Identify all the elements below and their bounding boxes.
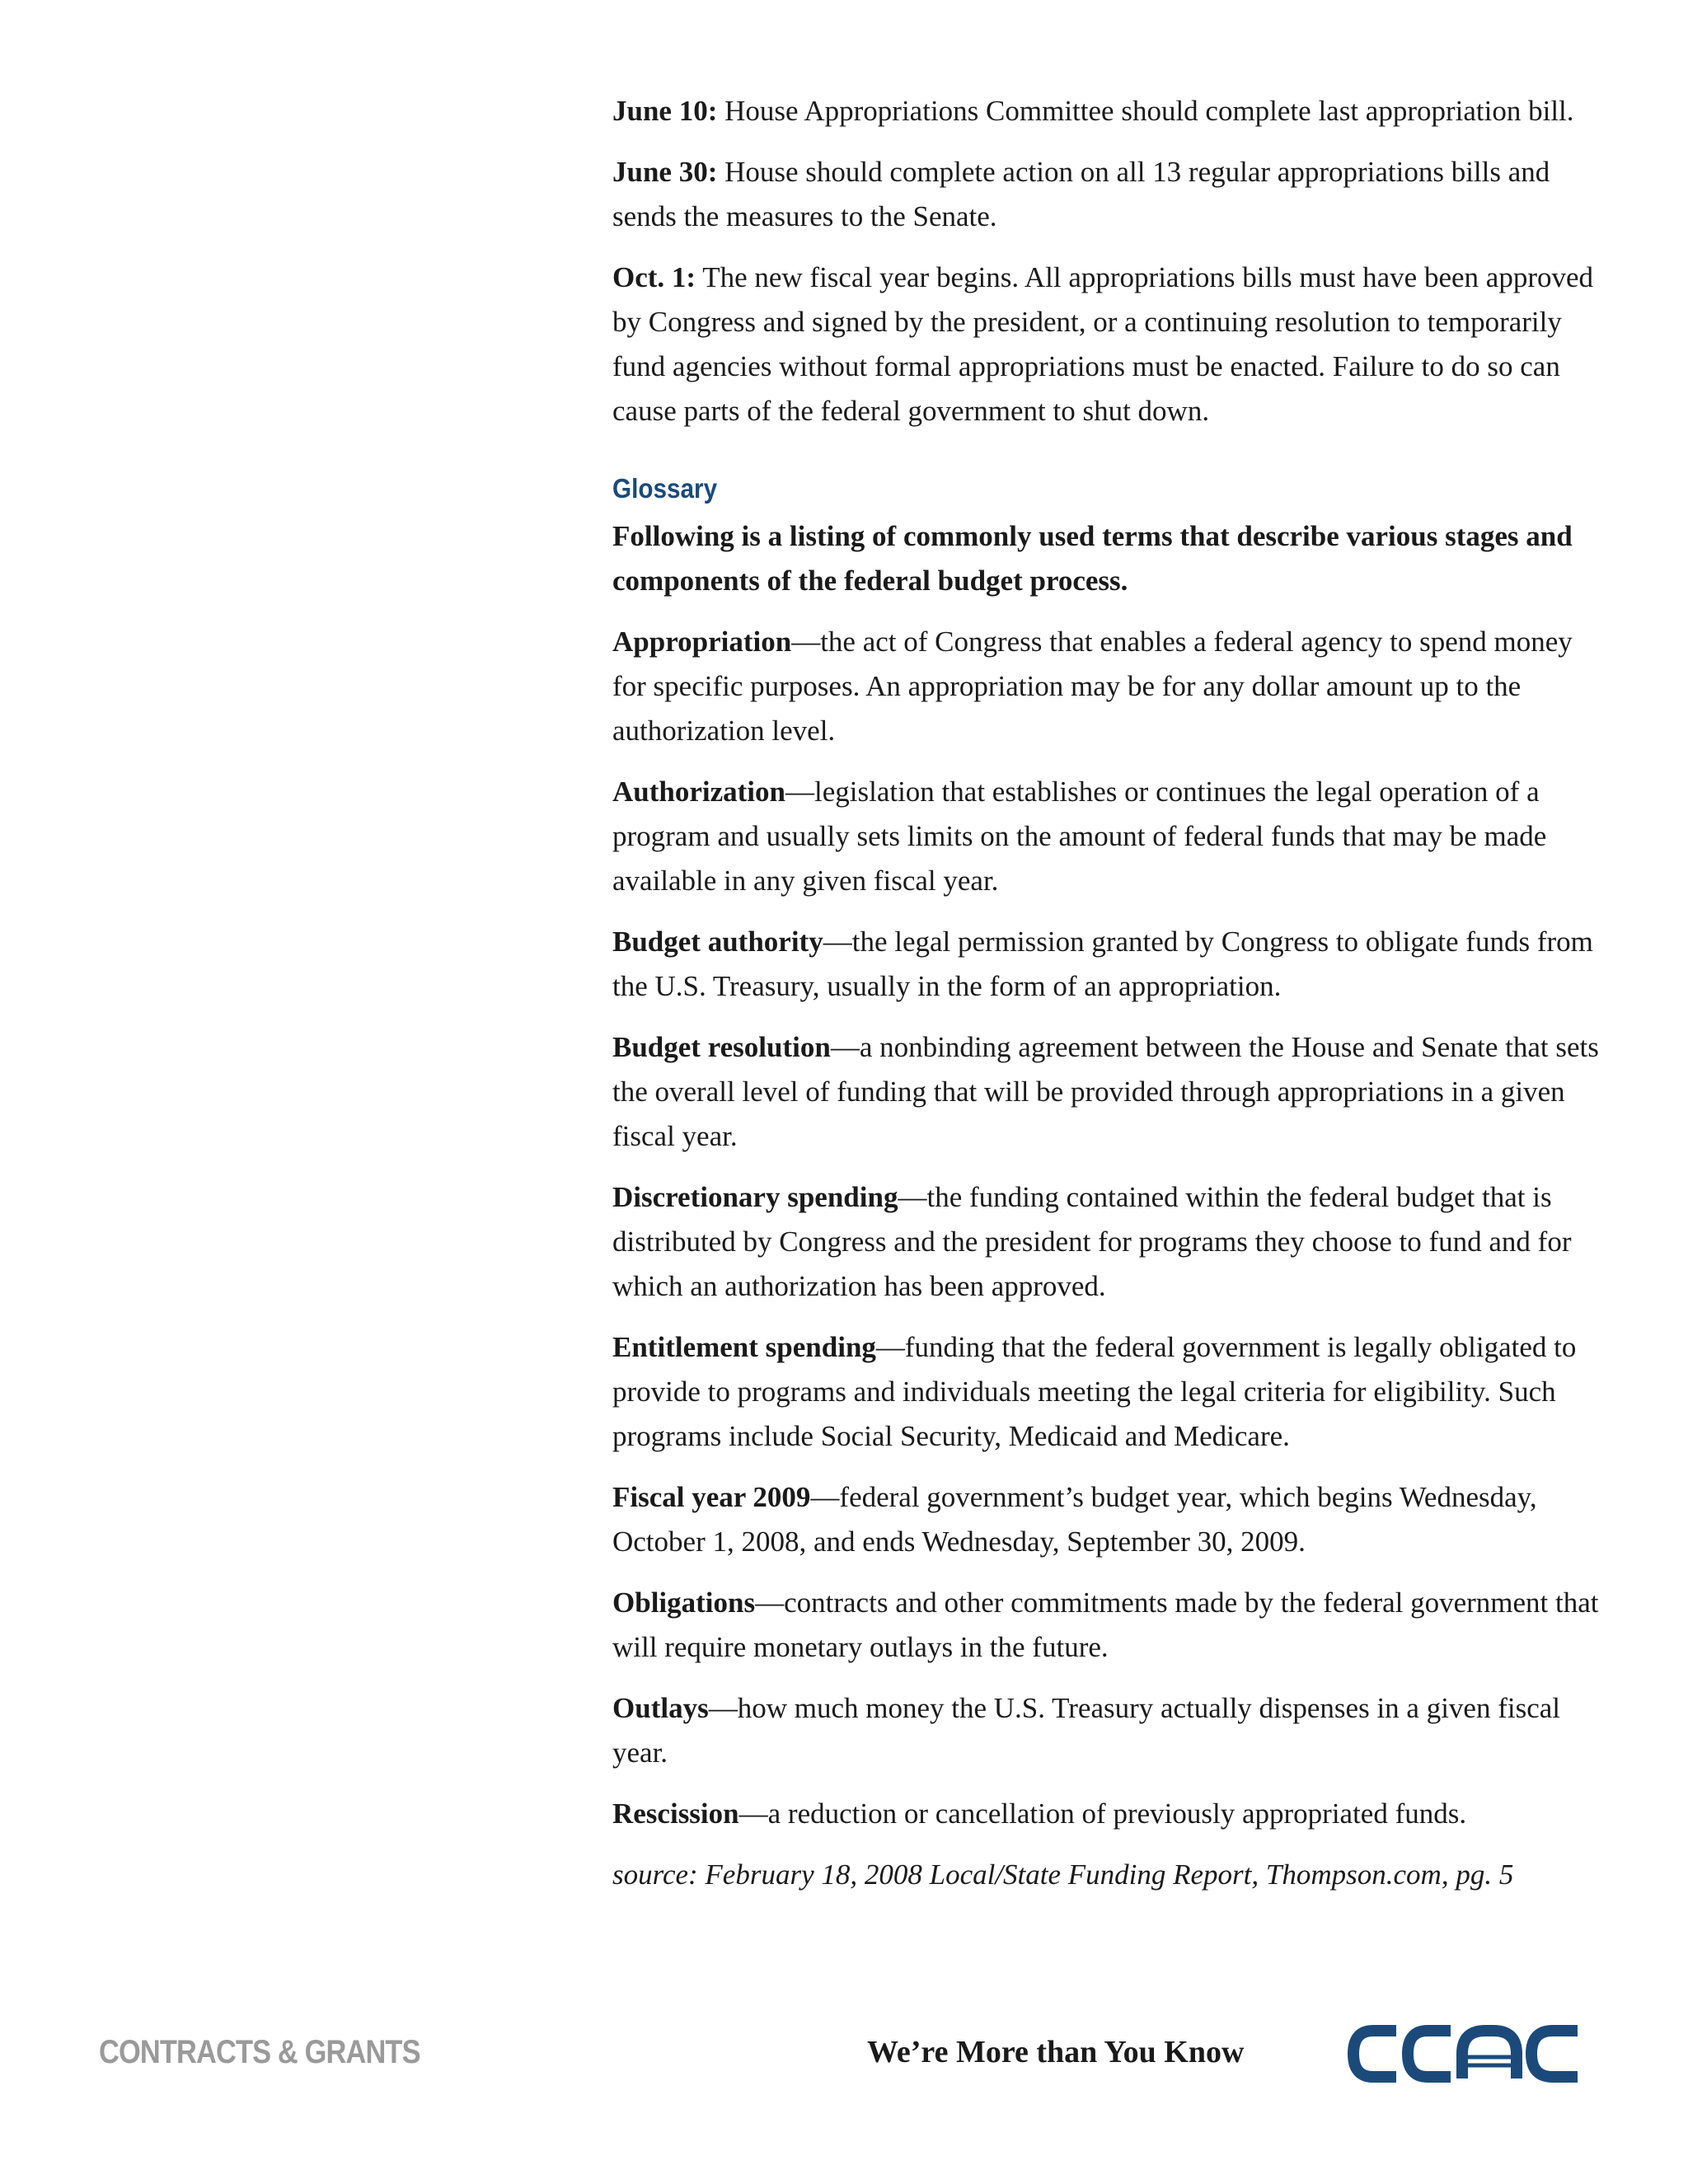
- timeline-item: [612, 89, 1601, 134]
- glossary-definition: —the funding contained within the federal budget that is distributed by Congress and the president for programs they choose to fund and for which an authorization has been approved.: [612, 1181, 1572, 1302]
- timeline-date: June 30:: [612, 156, 718, 188]
- glossary-entry: [612, 920, 1601, 1009]
- glossary-definition: —the act of Congress that enables a federal agency to spend money for specific purposes. An appropriation may be for any dollar amount up to the authorization level.: [612, 626, 1573, 747]
- glossary-entry: [612, 1325, 1601, 1459]
- glossary-term: Outlays: [612, 1692, 709, 1724]
- glossary-term: Obligations: [612, 1586, 756, 1619]
- glossary-entry: [612, 1475, 1601, 1564]
- glossary-intro: Following is a listing of commonly used terms that describe various stages and components of the federal budget process.: [612, 520, 1573, 597]
- timeline-text: House Appropriations Committee should complete last appropriation bill.: [717, 95, 1574, 127]
- main-content: [612, 89, 1601, 1897]
- glossary-definition: —a nonbinding agreement between the House and Senate that sets the overall level of funding that will be provided through appropriations in a given fiscal year.: [612, 1031, 1599, 1152]
- glossary-term: Fiscal year 2009: [612, 1481, 811, 1513]
- glossary-definition: —legislation that establishes or continues the legal operation of a program and usually sets limits on the amount of federal funds that may be made available in any given fiscal year.: [612, 776, 1547, 897]
- glossary-entry: [612, 1686, 1601, 1775]
- timeline-date: June 10:: [612, 95, 718, 127]
- glossary-entry: [612, 770, 1601, 903]
- footer-tagline: We’re More than You Know: [867, 2035, 1245, 2069]
- glossary-entry: [612, 1581, 1601, 1670]
- source-citation: source: February 18, 2008 Local/State Funding Report, Thompson.com, pg. 5: [612, 1858, 1514, 1891]
- glossary-term: Discretionary spending: [612, 1181, 898, 1213]
- timeline-text: The new fiscal year begins. All appropriations bills must have been approved by Congress and signed by the president, or a continuing resolution to temporarily fund agencies without formal appropriations must be enacted. Failure to do so can cause parts of the federal government to shut down.: [612, 261, 1594, 427]
- glossary-term: Budget resolution: [612, 1031, 831, 1063]
- glossary-definition: —the legal permission granted by Congress to obligate funds from the U.S. Treasury, usually in the form of an appropriation.: [612, 926, 1593, 1002]
- ccac-logo-icon: [1345, 2021, 1586, 2087]
- footer-section-label: CONTRACTS & GRANTS: [99, 2034, 420, 2070]
- glossary-term: Entitlement spending: [612, 1331, 876, 1363]
- timeline-date: Oct. 1:: [612, 261, 696, 293]
- glossary-heading: Glossary: [612, 473, 718, 504]
- glossary-entry: [612, 1175, 1601, 1309]
- glossary-term: Authorization: [612, 776, 785, 808]
- timeline-text: House should complete action on all 13 regular appropriations bills and sends the measures to the Senate.: [612, 156, 1550, 232]
- glossary-entry: [612, 1792, 1601, 1836]
- glossary-term: Rescission: [612, 1797, 739, 1830]
- glossary-definition: —a reduction or cancellation of previously appropriated funds.: [738, 1797, 1467, 1830]
- glossary-definition: —federal government’s budget year, which begins Wednesday, October 1, 2008, and ends Wednesday, September 30, 2009.: [612, 1481, 1537, 1558]
- timeline-item: [612, 150, 1601, 239]
- ccac-logo: [1345, 2021, 1586, 2087]
- glossary-term: Appropriation: [612, 626, 792, 658]
- glossary-entry: [612, 620, 1601, 753]
- glossary-definition: —funding that the federal government is legally obligated to provide to programs and individuals meeting the legal criteria for eligibility. Such programs include Social Security, Medicaid and Medicare.: [612, 1331, 1577, 1452]
- glossary-entry: [612, 1025, 1601, 1159]
- timeline-item: [612, 255, 1601, 434]
- glossary-definition: —contracts and other commitments made by the federal government that will require monetary outlays in the future.: [612, 1586, 1599, 1663]
- glossary-definition: —how much money the U.S. Treasury actually dispenses in a given fiscal year.: [612, 1692, 1561, 1769]
- glossary-term: Budget authority: [612, 926, 823, 958]
